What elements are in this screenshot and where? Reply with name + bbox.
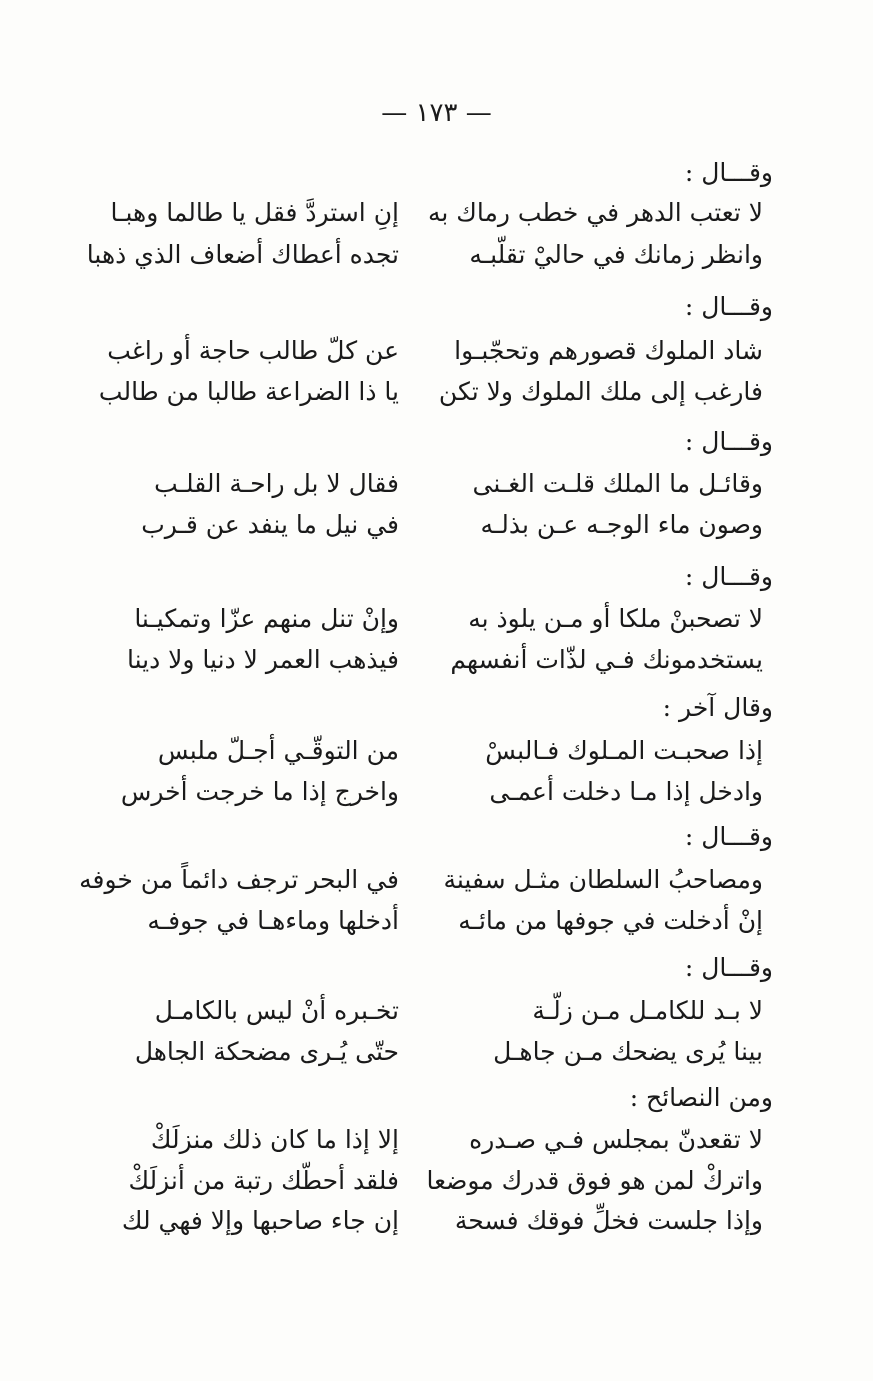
- verse-second-hemistich: إن جاء صاحبها وإلا فهي لك: [121, 1206, 399, 1235]
- verse-first-hemistich: لا تصحبنْ ملكا أو مـن يلوذ به: [468, 604, 763, 633]
- verse-second-hemistich: تخـبره أنْ ليس بالكامـل: [154, 996, 399, 1025]
- verse-first-hemistich: وقائـل ما الملك قلـت الغـنى: [472, 469, 763, 498]
- verse-first-hemistich: لا تعتب الدهر في خطب رماك به: [427, 198, 763, 227]
- verse-first-hemistich: لا تقعدنّ بمجلس فـي صـدره: [469, 1125, 763, 1154]
- verse-first-hemistich: بينا يُرى يضحك مـن جاهـل: [493, 1037, 763, 1066]
- verse-second-hemistich: في البحر ترجف دائماً من خوفه: [79, 865, 399, 894]
- verse-second-hemistich: واخرج إذا ما خرجت أخرس: [120, 777, 399, 806]
- verse-second-hemistich: من التوقّـي أجـلّ ملبس: [157, 736, 399, 765]
- section-header: وقـــال :: [684, 158, 773, 187]
- verse-second-hemistich: إلا إذا ما كان ذلك منزلَكْ: [150, 1125, 399, 1154]
- section-header: وقـــال :: [684, 562, 773, 591]
- verse-first-hemistich: لا بـد للكامـل مـن زلّـة: [532, 996, 763, 1025]
- verse-first-hemistich: واتركْ لمن هو فوق قدرك موضعا: [426, 1166, 763, 1195]
- verse-first-hemistich: إنْ أدخلت في جوفها من مائـه: [458, 906, 763, 935]
- verse-second-hemistich: تجده أعطاك أضعاف الذي ذهبا: [86, 240, 399, 269]
- verse-second-hemistich: عن كلّ طالب حاجة أو راغب: [107, 336, 399, 365]
- verse-second-hemistich: وإنْ تنل منهم عزّا وتمكيـنا: [134, 604, 399, 633]
- section-header: وقـــال :: [684, 822, 773, 851]
- verse-second-hemistich: إنِ استردَّ فقل يا طالما وهبـا: [110, 198, 399, 227]
- section-header: ومن النصائح :: [629, 1083, 773, 1112]
- section-header: وقـــال :: [684, 292, 773, 321]
- verse-first-hemistich: وإذا جلست فخلِّ فوقك فسحة: [454, 1206, 763, 1235]
- verse-first-hemistich: وصون ماء الوجـه عـن بذلـه: [480, 510, 763, 539]
- verse-first-hemistich: فارغب إلى ملك الملوك ولا تكن: [438, 377, 763, 406]
- verse-first-hemistich: إذا صحبـت المـلوك فـالبسْ: [485, 736, 763, 765]
- section-header: وقـــال :: [684, 953, 773, 982]
- verse-first-hemistich: شاد الملوك قصورهم وتحجّبـوا: [454, 336, 763, 365]
- section-header: وقال آخر :: [662, 693, 773, 722]
- verse-first-hemistich: ومصاحبُ السلطان مثـل سفينة: [443, 865, 763, 894]
- verse-second-hemistich: حتّى يُـرى مضحكة الجاهل: [134, 1037, 399, 1066]
- verse-second-hemistich: فقال لا بل راحـة القلـب: [154, 469, 399, 498]
- section-header: وقـــال :: [684, 427, 773, 456]
- verse-second-hemistich: يا ذا الضراعة طالبا من طالب: [98, 377, 399, 406]
- verse-first-hemistich: وانظر زمانك في حاليْ تقلّبـه: [469, 240, 763, 269]
- verse-second-hemistich: فلقد أحطّك رتبة من أنزلَكْ: [128, 1166, 399, 1195]
- page-number: — ١٧٣ —: [381, 98, 492, 128]
- verse-first-hemistich: وادخل إذا مـا دخلت أعمـى: [489, 777, 763, 806]
- verse-second-hemistich: في نيل ما ينفد عن قـرب: [141, 510, 399, 539]
- verse-second-hemistich: فيذهب العمر لا دنيا ولا دينا: [126, 645, 399, 674]
- verse-second-hemistich: أدخلها وماءهـا في جوفـه: [147, 906, 399, 935]
- verse-first-hemistich: يستخدمونك فـي لذّات أنفسهم: [450, 645, 763, 674]
